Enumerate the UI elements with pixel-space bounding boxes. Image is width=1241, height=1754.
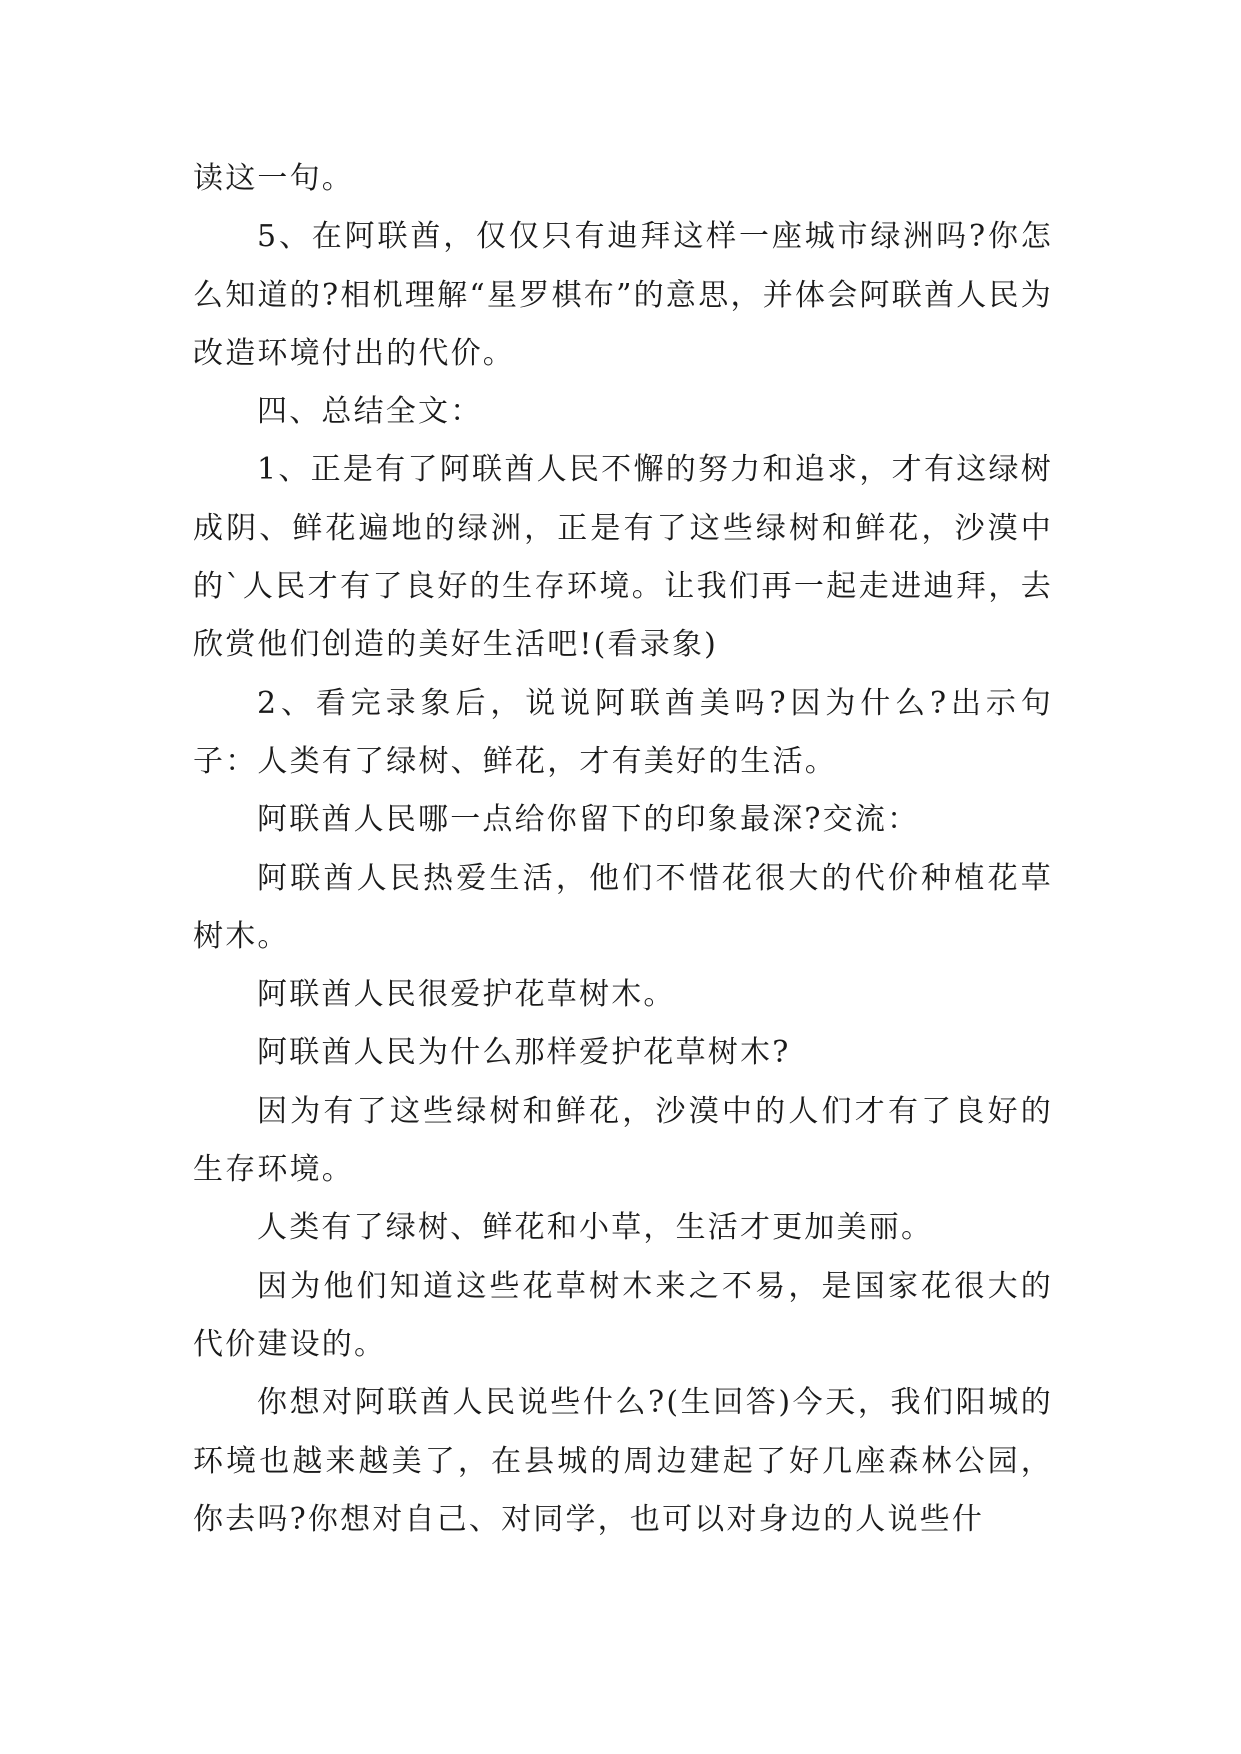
paragraph-answer-5: 因为他们知道这些花草树木来之不易，是国家花很大的代价建设的。: [193, 1268, 1053, 1362]
paragraph-summary-2: 2、看完录象后，说说阿联酋美吗?因为什么?出示句子：人类有了绿树、鲜花，才有美好的生活。: [193, 685, 1053, 779]
paragraph-answer-3: 因为有了这些绿树和鲜花，沙漠中的人们才有了良好的生存环境。: [193, 1093, 1053, 1188]
section-heading-summary: 四、总结全文：: [257, 394, 483, 430]
paragraph-continuation: 读这一句。: [193, 161, 354, 196]
paragraph-question-impression: 阿联酋人民哪一点给你留下的印象最深?交流：: [257, 802, 920, 838]
paragraph-closing: 你想对阿联酋人民说些什么?(生回答)今天，我们阳城的环境也越来越美了，在县城的周边建起了好几座森林公园，你去吗?你想对自己、对同学，也可以对身边的人说些什: [193, 1385, 1053, 1537]
document-body: [193, 150, 1053, 1549]
paragraph-answer-1: 阿联酋人民热爱生活，他们不惜花很大的代价种植花草树木。: [193, 860, 1053, 954]
paragraph-item-5: 5、在阿联酋，仅仅只有迪拜这样一座城市绿洲吗?你怎么知道的?相机理解“星罗棋布”的意思，并体会阿联酋人民为改造环境付出的代价。: [193, 219, 1053, 371]
paragraph-answer-4: 人类有了绿树、鲜花和小草，生活才更加美丽。: [257, 1210, 934, 1246]
paragraph-summary-1: 1、正是有了阿联酋人民不懈的努力和追求，才有这绿树成阴、鲜花遍地的绿洲，正是有了这些绿树和鲜花，沙漠中的`人民才有了良好的生存环境。让我们再一起走进迪拜，去欣赏他们创造的美好生活吧!(看录象): [193, 452, 1053, 663]
paragraph-answer-2: 阿联酋人民很爱护花草树木。: [257, 977, 676, 1013]
paragraph-question-why: 阿联酋人民为什么那样爱护花草树木?: [257, 1035, 791, 1071]
